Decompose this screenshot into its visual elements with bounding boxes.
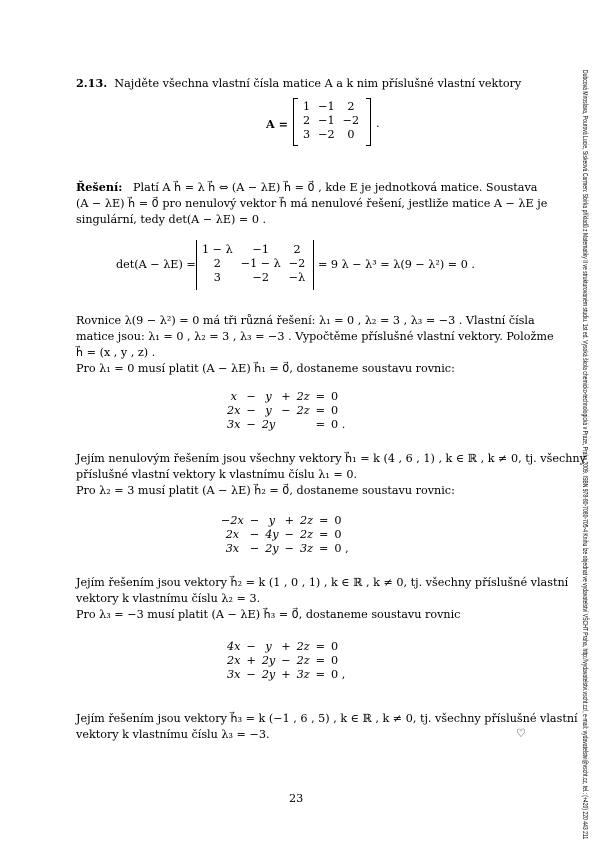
matrix-a-dot: . (376, 117, 380, 130)
page-number: 23 (289, 792, 304, 805)
system-1-row: x − y + 2z = 0 (230, 390, 339, 403)
det-matrix (196, 240, 314, 290)
para2-line-3: h⃗ = (x , y , z) . (76, 346, 156, 359)
solution-label: Řešení: (76, 180, 123, 194)
para3-line-3: Pro λ₂ = 3 musí platit (A − λE) h⃗₂ = 0⃗, dostaneme soustavu rovnic: (76, 484, 455, 497)
end-of-solution-heart-icon: ♡ (516, 727, 527, 740)
para2-line-4: Pro λ₁ = 0 musí platit (A − λE) h⃗₁ = 0⃗, dostaneme soustavu rovnic: (76, 362, 455, 375)
solution-line-3: singulární, tedy det(A − λE) = 0 . (76, 213, 267, 226)
problem-number: 2.13. (76, 76, 108, 90)
para5-line-1: Jejím řešením jsou vektory h⃗₃ = k (−1 , 6 , 5) , k ∈ ℝ , k ≠ 0, tj. všechny příslušné vlastní (76, 712, 578, 725)
system-3-row: 2x + 2y − 2z = 0 (227, 654, 339, 667)
system-1-row: 3x − 2y = 0 . (227, 418, 346, 431)
para5-line-2: vektory k vlastnímu číslu λ₃ = −3. (76, 728, 270, 741)
system-1 (224, 390, 348, 432)
solution-line-1: Řešení: Platí A h⃗ = λ h⃗ ⇔ (A − λE) h⃗ = 0⃗ , kde E je jednotková matice. Soustava (76, 180, 538, 194)
det-table: 1 − λ −1 2 2 −1 − λ −2 3 −2 −λ (202, 243, 306, 284)
para2-line-1: Rovnice λ(9 − λ²) = 0 má tři různá řešení: λ₁ = 0 , λ₂ = 3 , λ₃ = −3 . Vlastní čísla (76, 314, 535, 327)
system-2-row: 2x − 4y − 2z = 0 (225, 528, 342, 541)
matrix-a-label: A = (266, 117, 288, 131)
system-2 (218, 514, 352, 556)
system-3-row: 4x − y + 2z = 0 (227, 640, 339, 653)
problem-text: Najděte všechna vlastní čísla matice A a k nim příslušné vlastní vektory (114, 77, 522, 90)
problem-heading (76, 76, 521, 91)
para3-line-1: Jejím nenulovým řešením jsou všechny vektory h⃗₁ = k (4 , 6 , 1) , k ∈ ℝ , k ≠ 0, tj. všechny (76, 452, 586, 465)
sidebar-citation-text: Dubcová Miroslava, Pourová Lucie, Siskeová Carmen: Sbírka příkladů z Matematiky II ve strukturovaném studiu. 1st ed. Vysoká škola chemicko-technologická v Praze, Praha 2009. ISBN 978-80-7080-705-4 Knihu lze objednat ve vydavatelství VŠCHT Praha, http://vydavatelstvi.vscht.cz/, e-mail: vydavatelstvi@vscht.cz, tel.: (+420) 220 443 211 (581, 70, 590, 840)
sidebar-citation (576, 0, 590, 849)
para4-line-1: Jejím řešením jsou vektory h⃗₂ = k (1 , 0 , 1) , k ∈ ℝ , k ≠ 0, tj. všechny příslušné vlastní (76, 576, 569, 589)
matrix-a (293, 98, 371, 146)
system-2-row: −2x − y + 2z = 0 (221, 514, 342, 527)
para3-line-2: příslušné vlastní vektory k vlastnímu číslu λ₁ = 0. (76, 468, 358, 481)
system-2-row: 3x − 2y − 3z = 0 , (225, 542, 349, 555)
system-3 (224, 640, 348, 682)
det-left: det(A − λE) = (116, 258, 196, 271)
system-3-row: 3x − 2y + 3z = 0 , (227, 668, 346, 681)
system-1-row: 2x − y − 2z = 0 (227, 404, 339, 417)
para4-line-3: Pro λ₃ = −3 musí platit (A − λE) h⃗₃ = 0⃗, dostaneme soustavu rovnic (76, 608, 461, 621)
para2-line-2: matice jsou: λ₁ = 0 , λ₂ = 3 , λ₃ = −3 . Vypočtěme příslušné vlastní vektory. Položme (76, 330, 554, 343)
para4-line-2: vektory k vlastnímu číslu λ₂ = 3. (76, 592, 261, 605)
matrix-a-table: 1 −1 2 2 −1 −2 3 −2 0 (303, 100, 360, 141)
solution-line-2: (A − λE) h⃗ = 0⃗ pro nenulový vektor h⃗ má nenulové řešení, jestliže matice A − λE je (76, 197, 548, 210)
det-right: = 9 λ − λ³ = λ(9 − λ²) = 0 . (318, 258, 475, 271)
